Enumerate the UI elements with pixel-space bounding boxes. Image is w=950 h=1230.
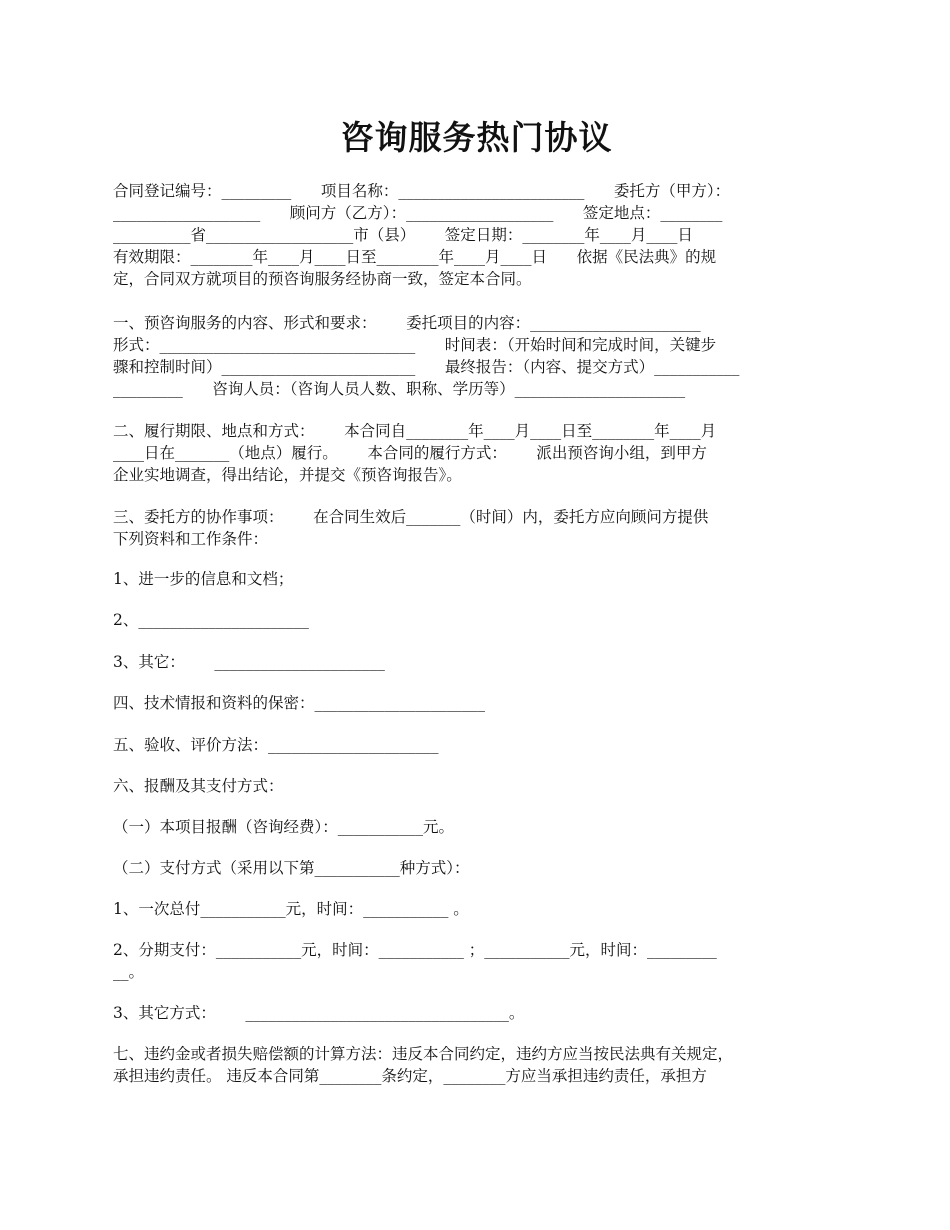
text-line: （一）本项目报酬（咨询经费）：___________元。 — [113, 818, 455, 836]
list-item — [113, 939, 840, 983]
text-line: 2、______________________ — [113, 611, 309, 629]
text-line: 合同登记编号：_________ 项目名称：________________________ 委托方（甲方）： — [113, 182, 731, 200]
list-item — [113, 857, 840, 879]
text-line: __。 — [113, 963, 145, 981]
text-line: 六、报酬及其支付方式： — [113, 777, 284, 795]
text-line: __________省___________________市（县） 签定日期：________年____月____日 — [113, 226, 693, 244]
text-line: 企业实地调查，得出结论，并提交《预咨询报告》。 — [113, 466, 462, 484]
text-line: 定，合同双方就项目的预咨询服务经协商一致，签定本合同。 — [113, 270, 532, 288]
section-1-paragraph — [113, 312, 840, 400]
text-line: 四、技术情报和资料的保密：______________________ — [113, 694, 486, 712]
text-line: 下列资料和工作条件： — [113, 530, 269, 548]
text-line: 3、其它方式： __________________________________。 — [113, 1004, 525, 1022]
section-5-paragraph — [113, 734, 840, 756]
text-line: ____日在_______（地点）履行。 本合同的履行方式： 派出预咨询小组，到甲方 — [113, 444, 707, 462]
document-title: 咨询服务热门协议 — [340, 118, 613, 157]
text-line: ___________________ 顾问方（乙方）：___________________ 签定地点：________ — [113, 204, 723, 222]
text-line: 有效期限：________年____月____日至________年____月____日 依据《民法典》的规 — [113, 248, 717, 266]
list-item — [113, 609, 840, 631]
text-line: 骤和控制时间）_________________________ 最终报告：（内容、提交方式）___________ — [113, 358, 740, 376]
text-line: 二、履行期限、地点和方式： 本合同自________年____月____日至________年____月 — [113, 422, 717, 440]
text-line: 承担违约责任。 违反本合同第________条约定，________方应当承担违约责任，承担方 — [113, 1067, 707, 1085]
text-line: 1、进一步的信息和文档； — [113, 570, 294, 588]
text-line: 1、一次总付___________元，时间：___________ 。 — [113, 900, 469, 918]
text-line: 七、违约金或者损失赔偿额的计算方法：违反本合同约定，违约方应当按民法典有关规定， — [113, 1045, 734, 1063]
list-item — [113, 1002, 840, 1024]
list-item — [113, 568, 840, 590]
text-line: （二）支付方式（采用以下第___________种方式）： — [113, 859, 470, 877]
section-6-paragraph — [113, 775, 840, 797]
section-2-paragraph — [113, 420, 840, 486]
text-line: 三、委托方的协作事项： 在合同生效后_______（时间）内，委托方应向顾问方提供 — [113, 508, 709, 526]
list-item — [113, 816, 840, 838]
section-4-paragraph — [113, 692, 840, 714]
text-line: 3、其它： ______________________ — [113, 653, 385, 671]
list-item — [113, 898, 840, 920]
section-7-paragraph — [113, 1043, 840, 1087]
text-line: 五、验收、评价方法：______________________ — [113, 736, 439, 754]
contract-header-paragraph — [113, 180, 840, 290]
text-line: 形式：_________________________________ 时间表：（开始时间和完成时间，关键步 — [113, 336, 717, 354]
text-line: _________ 咨询人员：（咨询人员人数、职称、学历等）______________________ — [113, 380, 686, 398]
section-3-paragraph — [113, 506, 840, 550]
list-item — [113, 651, 840, 673]
text-line: 一、预咨询服务的内容、形式和要求： 委托项目的内容：______________________ — [113, 314, 701, 332]
text-line: 2、分期支付：___________元，时间：___________ ；___________元，时间：_________ — [113, 941, 717, 959]
